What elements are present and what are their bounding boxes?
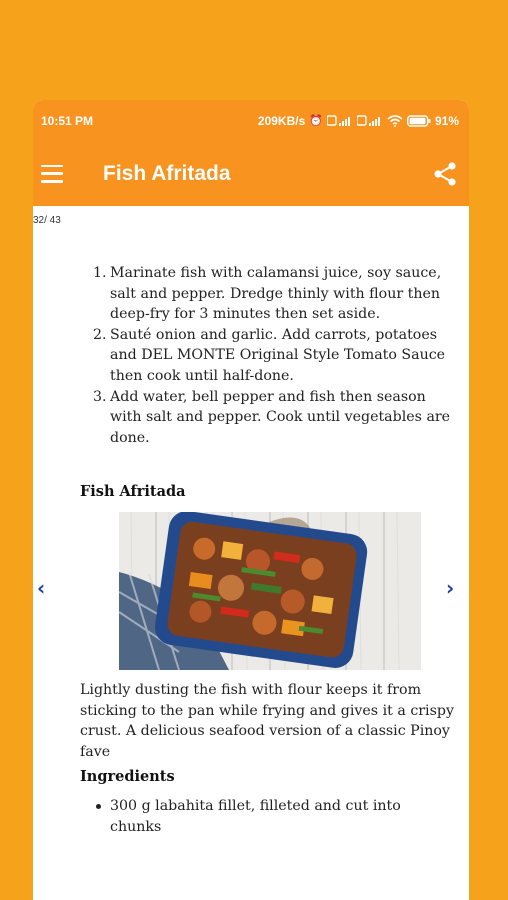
status-bar (33, 100, 469, 141)
battery-level: 91% (434, 113, 459, 128)
ingredient-item: 300 g labahita fillet, filleted and cut into chunks (110, 796, 430, 837)
net-speed: 209KB/s (257, 113, 306, 128)
hamburger-menu-icon[interactable] (41, 165, 63, 183)
ingredients-heading: Ingredients (80, 768, 175, 785)
app-bar (33, 141, 469, 206)
recipe-photo (119, 512, 421, 670)
signal-icon-2 (357, 115, 383, 127)
step-item: 2. Sauté onion and garlic. Add carrots, potatoes and DEL MONTE Original Style Tomato Sauce then cook until half-done. (93, 326, 446, 384)
signal-icon (327, 115, 353, 127)
prev-arrow-icon[interactable]: ‹ (37, 576, 46, 600)
steps-list (93, 263, 460, 448)
step-item: 1. Marinate fish with calamansi juice, soy sauce, salt and pepper. Dredge thinly with flour then deep-fry for 3 minutes then set aside. (93, 265, 442, 323)
alarm-icon: ⏰ (309, 115, 323, 127)
recipe-title: Fish Afritada (80, 483, 186, 500)
recipe-content (33, 206, 469, 900)
battery-icon (407, 115, 431, 127)
next-arrow-icon[interactable]: › (446, 576, 455, 600)
recipe-description: Lightly dusting the fish with flour keeps it from sticking to the pan while frying and gives it a crispy crust. A delicious seafood version of a classic Pinoy fave (80, 682, 454, 760)
status-icons (258, 114, 459, 128)
ingredients-list (110, 796, 430, 837)
page-counter: 32/ 43 (33, 215, 61, 226)
page-title: Fish Afritada (103, 161, 231, 185)
phone-screen (33, 100, 469, 900)
status-time: 10:51 PM (41, 113, 94, 128)
share-icon[interactable] (431, 160, 459, 188)
step-item: 3. Add water, bell pepper and fish then season with salt and pepper. Cook until vegetables are done. (93, 388, 451, 446)
wifi-icon (387, 115, 403, 127)
